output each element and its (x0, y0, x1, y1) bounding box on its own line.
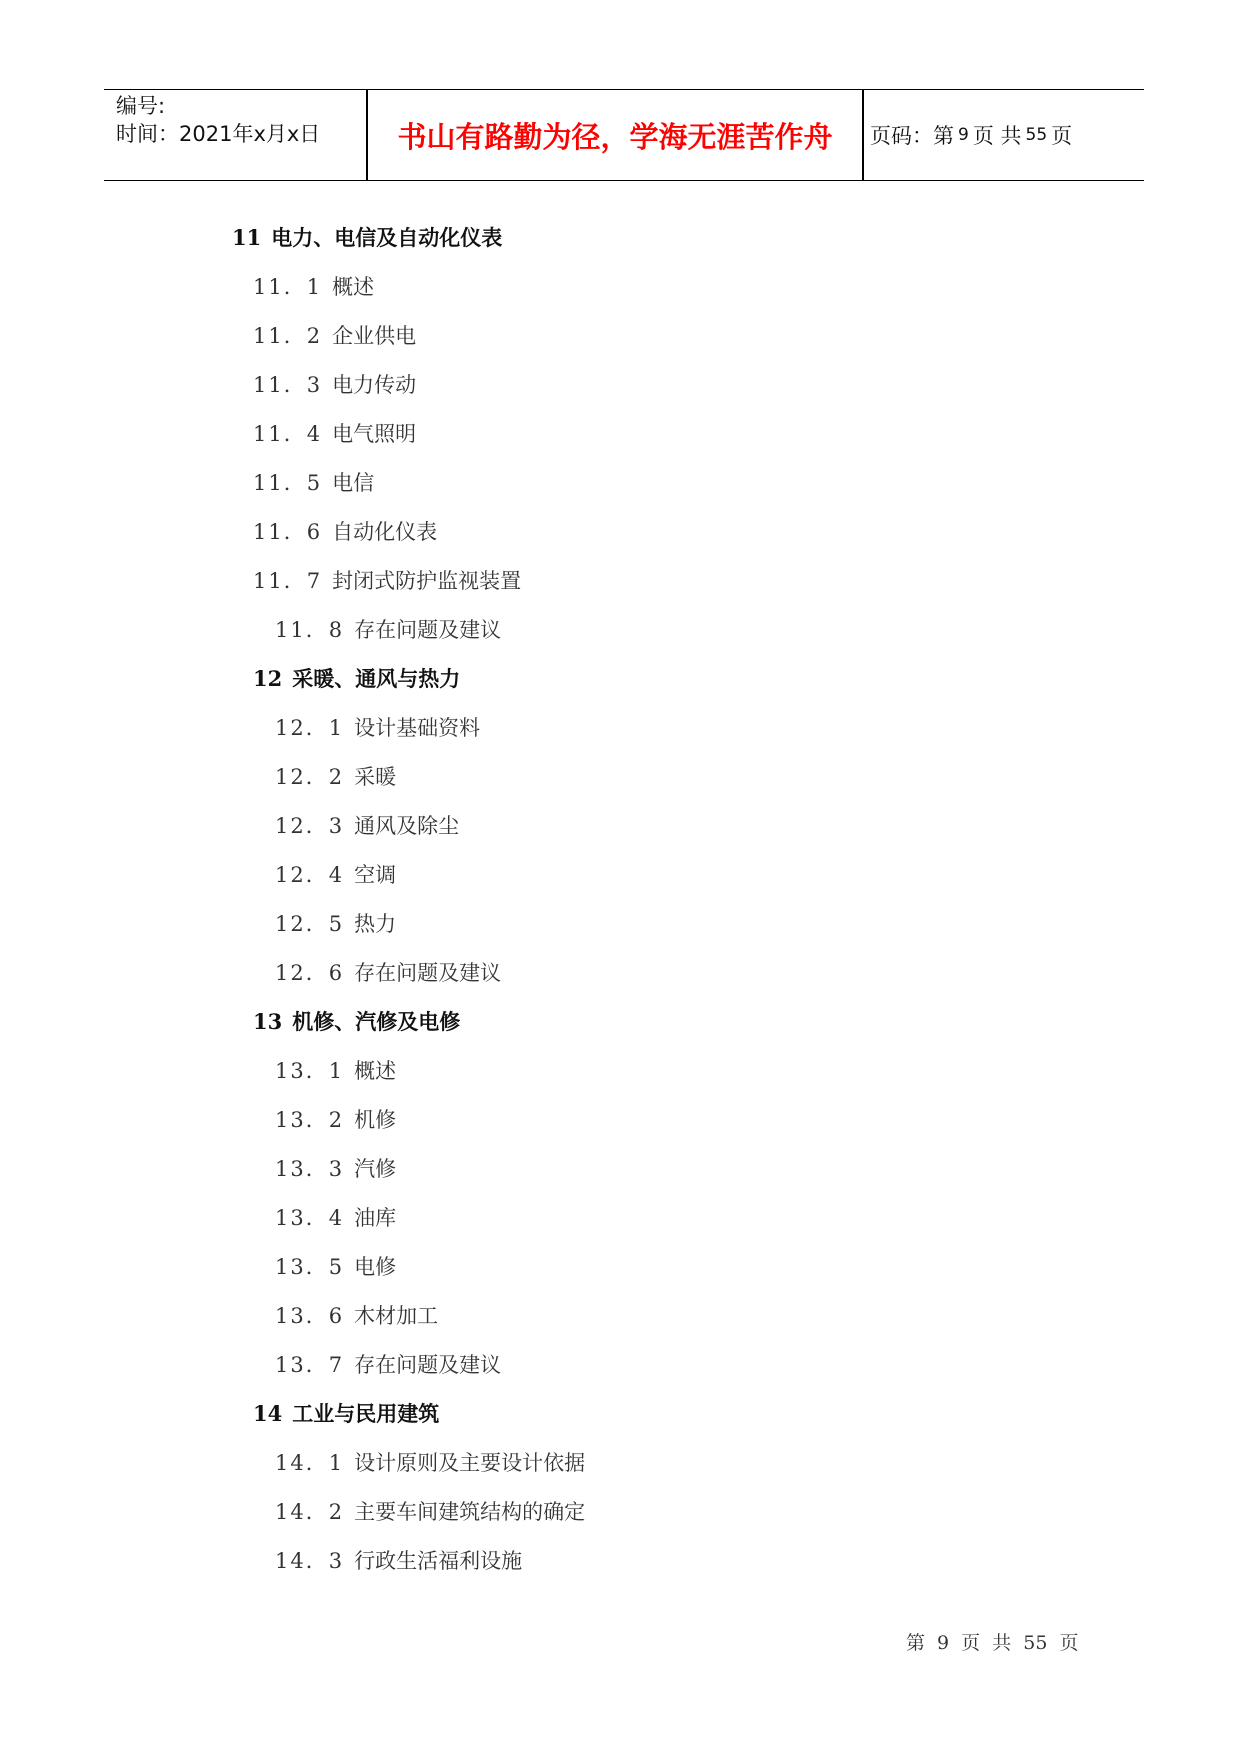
toc-title: 主要车间建筑结构的确定 (354, 1500, 586, 1524)
toc-title: 电力、电信及自动化仪表 (271, 225, 503, 250)
toc-number: 12．2 (275, 765, 345, 789)
header-motto: 书山有路勤为径，学海无涯苦作舟 (397, 119, 833, 154)
toc-number: 13．1 (275, 1059, 345, 1083)
toc-number: 12．3 (275, 814, 345, 838)
toc-number: 13．4 (275, 1206, 345, 1230)
toc-number: 12．6 (275, 961, 345, 985)
toc-number: 11．8 (275, 618, 345, 642)
toc-item (275, 761, 396, 791)
toc-title: 存在问题及建议 (354, 618, 502, 642)
toc-title: 自动化仪表 (332, 520, 438, 544)
toc-item (275, 1496, 585, 1526)
page-prefix: 页码：第 (870, 124, 954, 148)
toc-item (275, 1300, 438, 1330)
time-label: 时间：2021年x月x日 (116, 122, 321, 146)
toc-title: 机修 (354, 1108, 397, 1132)
toc-number: 11．4 (253, 422, 323, 446)
toc-section-heading (232, 222, 502, 252)
toc-title: 电修 (354, 1255, 397, 1279)
toc-title: 企业供电 (332, 324, 417, 348)
toc-title: 工业与民用建筑 (292, 1401, 440, 1426)
toc-title: 存在问题及建议 (354, 1353, 502, 1377)
toc-title: 采暖 (354, 765, 397, 789)
toc-title: 热力 (354, 912, 397, 936)
toc-section-heading (253, 1398, 439, 1428)
header-page-info (870, 90, 1072, 180)
toc-item (275, 1447, 585, 1477)
toc-title: 空调 (354, 863, 397, 887)
toc-number: 12．1 (275, 716, 345, 740)
toc-item (275, 1349, 501, 1379)
toc-number: 11．6 (253, 520, 323, 544)
page-total: 55 (1025, 125, 1048, 145)
toc-number: 11．1 (253, 275, 323, 299)
toc-section-heading (253, 663, 460, 693)
toc-title: 概述 (354, 1059, 397, 1083)
toc-item (253, 565, 521, 595)
toc-title: 封闭式防护监视装置 (332, 569, 522, 593)
toc-number: 14．2 (275, 1500, 345, 1524)
toc-number: 11．5 (253, 471, 323, 495)
toc-title: 油库 (354, 1206, 397, 1230)
toc-number: 11．2 (253, 324, 323, 348)
toc-item (275, 859, 396, 889)
toc-number: 14．1 (275, 1451, 345, 1475)
toc-item (275, 810, 459, 840)
toc-number: 12 (253, 666, 283, 691)
toc-title: 通风及除尘 (354, 814, 460, 838)
page-mid: 页 共 (972, 124, 1022, 148)
code-label: 编号: (116, 94, 166, 118)
toc-item (275, 1251, 396, 1281)
toc-number: 12．5 (275, 912, 345, 936)
toc-item (275, 957, 501, 987)
toc-number: 11 (232, 225, 262, 250)
toc-item (275, 1055, 396, 1085)
toc-number: 13 (253, 1009, 283, 1034)
toc-item (253, 516, 437, 546)
toc-title: 电信 (332, 471, 375, 495)
toc-title: 采暖、通风与热力 (292, 666, 461, 691)
toc-title: 电力传动 (332, 373, 417, 397)
page-header (104, 89, 1144, 181)
toc-title: 行政生活福利设施 (354, 1549, 523, 1573)
toc-number: 13．3 (275, 1157, 345, 1181)
toc-item (275, 1202, 396, 1232)
toc-title: 设计原则及主要设计依据 (354, 1451, 586, 1475)
page-footer: 第 9 页 共 55 页 (906, 1632, 1079, 1654)
toc-number: 12．4 (275, 863, 345, 887)
toc-item (275, 712, 480, 742)
toc-section-heading (253, 1006, 460, 1036)
toc-item (253, 320, 416, 350)
toc-item (253, 467, 374, 497)
page-number: 9 (958, 125, 969, 145)
page-suffix: 页 (1051, 124, 1073, 148)
toc-number: 14．3 (275, 1549, 345, 1573)
toc-item (275, 1545, 522, 1575)
toc-title: 汽修 (354, 1157, 397, 1181)
toc-item (253, 271, 374, 301)
toc-number: 13．6 (275, 1304, 345, 1328)
toc-number: 11．7 (253, 569, 323, 593)
header-meta (116, 92, 320, 148)
toc-title: 电气照明 (332, 422, 417, 446)
toc-number: 13．7 (275, 1353, 345, 1377)
header-divider-right (862, 90, 864, 180)
toc-title: 设计基础资料 (354, 716, 481, 740)
toc-title: 木材加工 (354, 1304, 439, 1328)
toc-item (275, 908, 396, 938)
toc-number: 13．5 (275, 1255, 345, 1279)
toc-number: 11．3 (253, 373, 323, 397)
toc-item (253, 369, 416, 399)
toc-number: 13．2 (275, 1108, 345, 1132)
toc-item (253, 418, 416, 448)
toc-item (275, 1104, 396, 1134)
toc-title: 机修、汽修及电修 (292, 1009, 461, 1034)
toc-item (275, 1153, 396, 1183)
toc-number: 14 (253, 1401, 283, 1426)
toc-title: 概述 (332, 275, 375, 299)
toc-title: 存在问题及建议 (354, 961, 502, 985)
toc-item (275, 614, 501, 644)
